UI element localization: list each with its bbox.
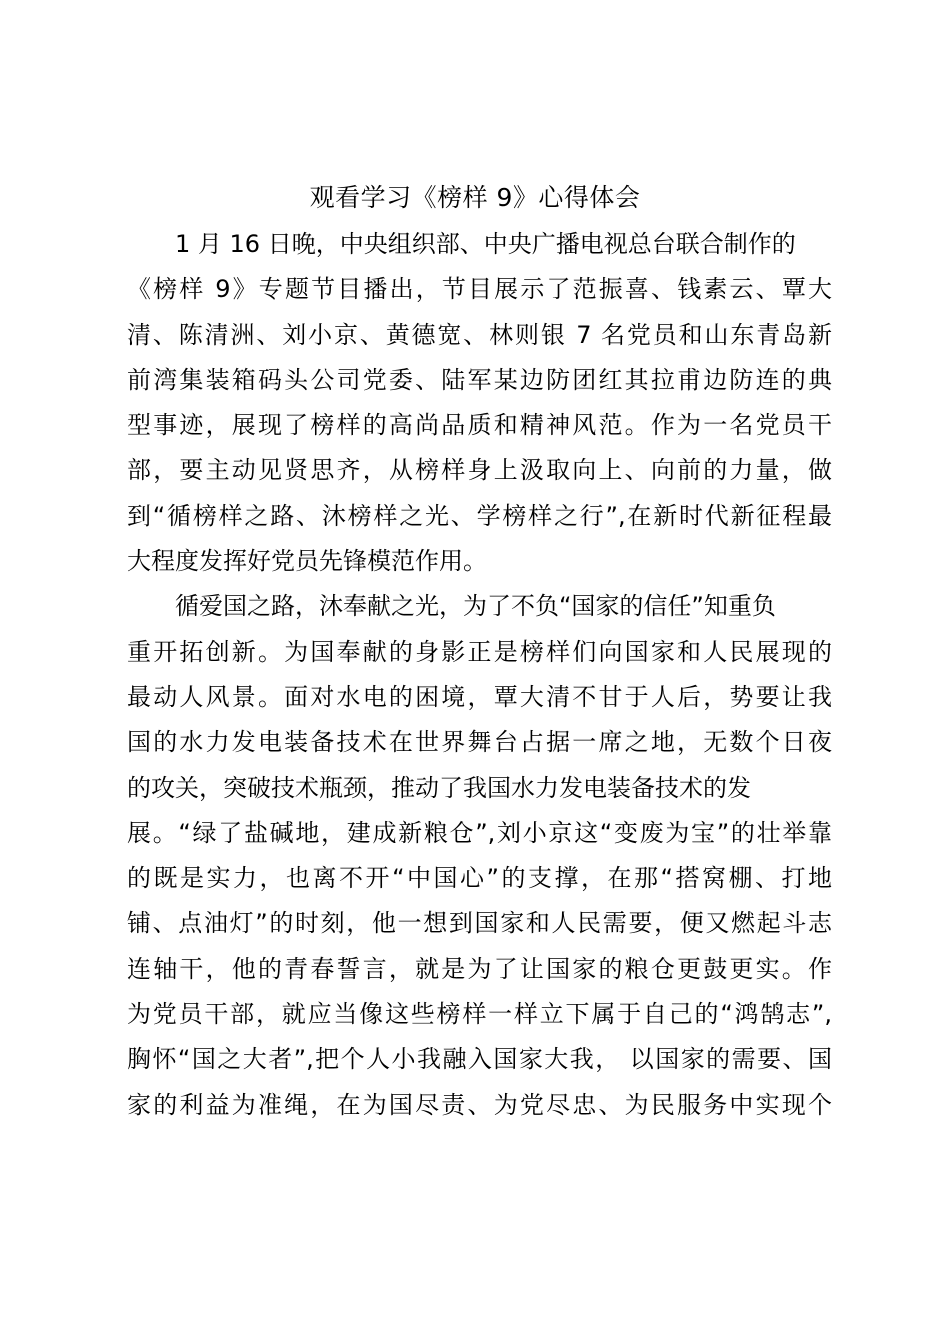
document-body bbox=[127, 222, 832, 1128]
paragraph-2-line-6: 展。“绿了盐碱地，建成新粮仓”,刘小京这“变废为宝”的壮举靠 bbox=[127, 818, 832, 847]
paragraph-2-line-12: 家的利益为准绳，在为国尽责、为党尽忠、为民服务中实现个 bbox=[127, 1090, 832, 1119]
paragraph-2-line-9: 连轴干，他的青春誓言，就是为了让国家的粮仓更鼓更实。作 bbox=[127, 954, 832, 983]
paragraph-2-line-5: 的攻关，突破技术瓶颈，推动了我国水力发电装备技术的发 bbox=[127, 773, 751, 802]
document-title: 观看学习《榜样 9》心得体会 bbox=[309, 183, 641, 212]
paragraph-2-line-10: 为党员干部，就应当像这些榜样一样立下属于自己的“鸿鹄志”, bbox=[127, 1000, 832, 1029]
paragraph-1-line-5: 型事迹，展现了榜样的高尚品质和精神风范。作为一名党员干 bbox=[127, 411, 832, 440]
paragraph-1-line-1: 1 月 16 日晚，中央组织部、中央广播电视总台联合制作的 bbox=[175, 230, 796, 258]
paragraph-1-line-6: 部，要主动见贤思齐，从榜样身上汲取向上、向前的力量，做 bbox=[127, 456, 832, 485]
paragraph-2-line-11: 胸怀“国之大者”,把个人小我融入国家大我， 以国家的需要、国 bbox=[127, 1045, 832, 1074]
paragraph-2-line-7: 的既是实力，也离不开“中国心”的支撑，在那“搭窝棚、打地 bbox=[127, 864, 832, 893]
paragraph-2-line-4: 国的水力发电装备技术在世界舞台占据一席之地，无数个日夜 bbox=[127, 728, 832, 757]
paragraph-2-line-2: 重开拓创新。为国奉献的身影正是榜样们向国家和人民展现的 bbox=[127, 637, 832, 666]
paragraph-2-line-3: 最动人风景。面对水电的困境，覃大清不甘于人后，势要让我 bbox=[127, 682, 832, 711]
paragraph-1-line-7: 到“循榜样之路、沐榜样之光、学榜样之行”,在新时代新征程最 bbox=[127, 501, 832, 530]
paragraph-1-line-3: 清、陈清洲、刘小京、黄德宽、林则银 7 名党员和山东青岛新 bbox=[127, 320, 832, 349]
paragraph-2-line-8: 铺、点油灯”的时刻，他一想到国家和人民需要，便又燃起斗志 bbox=[127, 909, 832, 938]
paragraph-1-line-4: 前湾集装箱码头公司党委、陆军某边防团红其拉甫边防连的典 bbox=[127, 365, 832, 394]
paragraph-1-line-8: 大程度发挥好党员先锋模范作用。 bbox=[127, 547, 487, 576]
paragraph-2-line-1: 循爱国之路，沐奉献之光，为了不负“国家的信任”知重负 bbox=[175, 592, 776, 621]
paragraph-1-line-2: 《榜样 9》专题节目播出，节目展示了范振喜、钱素云、覃大 bbox=[127, 275, 832, 304]
